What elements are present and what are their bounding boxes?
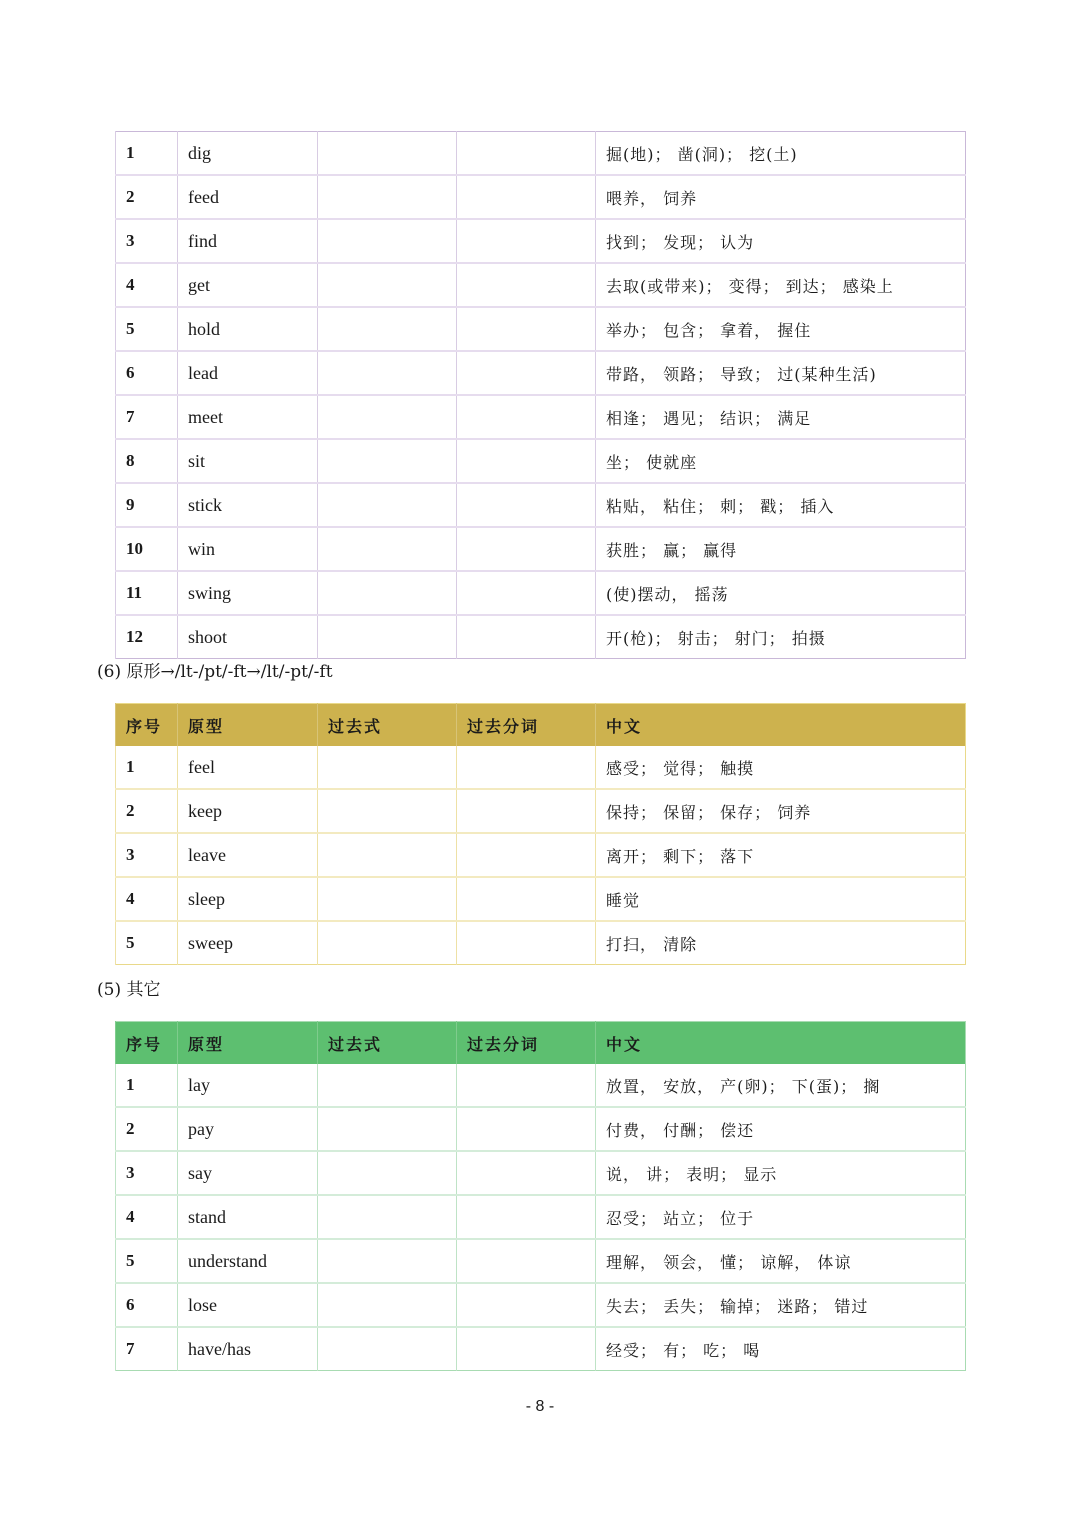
row-number: 3 bbox=[116, 833, 178, 877]
word-base-form: swing bbox=[178, 571, 318, 615]
header-chinese: 中文 bbox=[596, 1022, 966, 1065]
word-past-tense bbox=[318, 833, 457, 877]
table-row bbox=[116, 1327, 966, 1371]
word-base-form: meet bbox=[178, 395, 318, 439]
table-row bbox=[116, 1239, 966, 1283]
word-chinese-meaning: 坐； 使就座 bbox=[596, 439, 966, 483]
word-chinese-meaning: 掘(地)； 凿(洞)； 挖(土) bbox=[596, 132, 966, 176]
table-row bbox=[116, 833, 966, 877]
row-number: 1 bbox=[116, 1064, 178, 1107]
word-past-participle bbox=[457, 219, 596, 263]
word-past-tense bbox=[318, 395, 457, 439]
word-chinese-meaning: 带路， 领路； 导致； 过(某种生活) bbox=[596, 351, 966, 395]
word-past-participle bbox=[457, 527, 596, 571]
table-row bbox=[116, 921, 966, 965]
word-past-participle bbox=[457, 1151, 596, 1195]
word-past-participle bbox=[457, 615, 596, 659]
page-number: - 8 - bbox=[525, 1398, 555, 1415]
word-past-participle bbox=[457, 307, 596, 351]
word-past-tense bbox=[318, 1195, 457, 1239]
word-past-tense bbox=[318, 263, 457, 307]
word-chinese-meaning: 相逢； 遇见； 结识； 满足 bbox=[596, 395, 966, 439]
word-base-form: lead bbox=[178, 351, 318, 395]
word-past-tense bbox=[318, 746, 457, 789]
row-number: 1 bbox=[116, 132, 178, 176]
row-number: 3 bbox=[116, 1151, 178, 1195]
table-row bbox=[116, 263, 966, 307]
word-base-form: win bbox=[178, 527, 318, 571]
word-past-participle bbox=[457, 789, 596, 833]
row-number: 6 bbox=[116, 1283, 178, 1327]
row-number: 12 bbox=[116, 615, 178, 659]
word-past-tense bbox=[318, 307, 457, 351]
table2-body bbox=[116, 746, 966, 965]
table-row bbox=[116, 746, 966, 789]
word-past-tense bbox=[318, 1239, 457, 1283]
word-base-form: lay bbox=[178, 1064, 318, 1107]
word-past-participle bbox=[457, 746, 596, 789]
table-row bbox=[116, 175, 966, 219]
table-row bbox=[116, 1107, 966, 1151]
table-header-row bbox=[116, 704, 966, 747]
word-chinese-meaning: 感受； 觉得； 触摸 bbox=[596, 746, 966, 789]
row-number: 6 bbox=[116, 351, 178, 395]
word-past-participle bbox=[457, 877, 596, 921]
word-past-participle bbox=[457, 132, 596, 176]
word-chinese-meaning: 忍受； 站立； 位于 bbox=[596, 1195, 966, 1239]
header-past-participle: 过去分词 bbox=[457, 1022, 596, 1065]
table-row bbox=[116, 527, 966, 571]
table-row bbox=[116, 132, 966, 176]
word-chinese-meaning: 说， 讲； 表明； 显示 bbox=[596, 1151, 966, 1195]
row-number: 7 bbox=[116, 1327, 178, 1371]
word-base-form: say bbox=[178, 1151, 318, 1195]
row-number: 5 bbox=[116, 1239, 178, 1283]
row-number: 2 bbox=[116, 789, 178, 833]
word-chinese-meaning: 开(枪)； 射击； 射门； 拍摄 bbox=[596, 615, 966, 659]
word-base-form: dig bbox=[178, 132, 318, 176]
word-chinese-meaning: 打扫， 清除 bbox=[596, 921, 966, 965]
vocab-table-3 bbox=[115, 1021, 966, 1371]
word-base-form: have/has bbox=[178, 1327, 318, 1371]
section-5-title: (5) 其它 bbox=[97, 980, 161, 1000]
word-past-tense bbox=[318, 1283, 457, 1327]
table-row bbox=[116, 877, 966, 921]
word-base-form: pay bbox=[178, 1107, 318, 1151]
table-row bbox=[116, 615, 966, 659]
word-past-tense bbox=[318, 219, 457, 263]
word-past-participle bbox=[457, 833, 596, 877]
word-base-form: shoot bbox=[178, 615, 318, 659]
table-row bbox=[116, 1151, 966, 1195]
word-chinese-meaning: 保持； 保留； 保存； 饲养 bbox=[596, 789, 966, 833]
header-chinese: 中文 bbox=[596, 704, 966, 747]
word-past-tense bbox=[318, 877, 457, 921]
row-number: 2 bbox=[116, 1107, 178, 1151]
word-past-participle bbox=[457, 1064, 596, 1107]
word-base-form: leave bbox=[178, 833, 318, 877]
word-past-tense bbox=[318, 483, 457, 527]
header-base-form: 原型 bbox=[178, 704, 318, 747]
word-past-tense bbox=[318, 1151, 457, 1195]
word-chinese-meaning: 离开； 剩下； 落下 bbox=[596, 833, 966, 877]
row-number: 2 bbox=[116, 175, 178, 219]
word-past-tense bbox=[318, 175, 457, 219]
word-past-tense bbox=[318, 132, 457, 176]
word-chinese-meaning: (使)摆动， 摇荡 bbox=[596, 571, 966, 615]
word-chinese-meaning: 放置， 安放， 产(卵)； 下(蛋)； 搁 bbox=[596, 1064, 966, 1107]
word-past-tense bbox=[318, 789, 457, 833]
word-chinese-meaning: 找到； 发现； 认为 bbox=[596, 219, 966, 263]
word-chinese-meaning: 付费， 付酬； 偿还 bbox=[596, 1107, 966, 1151]
header-number: 序号 bbox=[116, 704, 178, 747]
word-past-participle bbox=[457, 1283, 596, 1327]
table1-body bbox=[116, 132, 966, 659]
word-chinese-meaning: 举办； 包含； 拿着， 握住 bbox=[596, 307, 966, 351]
section-6-title: (6) 原形→/lt-/pt/-ft→/lt/-pt/-ft bbox=[97, 662, 333, 682]
table-row bbox=[116, 219, 966, 263]
row-number: 7 bbox=[116, 395, 178, 439]
table-row bbox=[116, 395, 966, 439]
row-number: 9 bbox=[116, 483, 178, 527]
table-row bbox=[116, 483, 966, 527]
table-row bbox=[116, 1064, 966, 1107]
word-base-form: understand bbox=[178, 1239, 318, 1283]
row-number: 4 bbox=[116, 1195, 178, 1239]
word-base-form: feel bbox=[178, 746, 318, 789]
word-chinese-meaning: 经受； 有； 吃； 喝 bbox=[596, 1327, 966, 1371]
header-base-form: 原型 bbox=[178, 1022, 318, 1065]
word-chinese-meaning: 睡觉 bbox=[596, 877, 966, 921]
word-chinese-meaning: 去取(或带来)； 变得； 到达； 感染上 bbox=[596, 263, 966, 307]
word-base-form: sit bbox=[178, 439, 318, 483]
word-past-tense bbox=[318, 615, 457, 659]
row-number: 3 bbox=[116, 219, 178, 263]
word-past-tense bbox=[318, 571, 457, 615]
word-past-participle bbox=[457, 351, 596, 395]
word-past-tense bbox=[318, 439, 457, 483]
table-row bbox=[116, 439, 966, 483]
header-past-tense: 过去式 bbox=[318, 1022, 457, 1065]
word-base-form: keep bbox=[178, 789, 318, 833]
word-base-form: find bbox=[178, 219, 318, 263]
word-chinese-meaning: 粘贴， 粘住； 刺； 戳； 插入 bbox=[596, 483, 966, 527]
table3-body bbox=[116, 1064, 966, 1371]
word-base-form: hold bbox=[178, 307, 318, 351]
table-row bbox=[116, 307, 966, 351]
header-past-participle: 过去分词 bbox=[457, 704, 596, 747]
table-row bbox=[116, 351, 966, 395]
row-number: 8 bbox=[116, 439, 178, 483]
row-number: 5 bbox=[116, 307, 178, 351]
table-row bbox=[116, 1283, 966, 1327]
word-chinese-meaning: 获胜； 赢； 赢得 bbox=[596, 527, 966, 571]
row-number: 10 bbox=[116, 527, 178, 571]
vocab-table-2 bbox=[115, 703, 966, 965]
table-row bbox=[116, 1195, 966, 1239]
row-number: 5 bbox=[116, 921, 178, 965]
word-base-form: lose bbox=[178, 1283, 318, 1327]
word-past-participle bbox=[457, 175, 596, 219]
word-past-tense bbox=[318, 527, 457, 571]
vocab-table-1 bbox=[115, 131, 966, 659]
table-row bbox=[116, 571, 966, 615]
word-past-tense bbox=[318, 921, 457, 965]
word-base-form: feed bbox=[178, 175, 318, 219]
word-past-participle bbox=[457, 263, 596, 307]
word-past-participle bbox=[457, 1327, 596, 1371]
word-past-participle bbox=[457, 483, 596, 527]
word-past-participle bbox=[457, 1107, 596, 1151]
word-base-form: sweep bbox=[178, 921, 318, 965]
word-past-tense bbox=[318, 1064, 457, 1107]
header-number: 序号 bbox=[116, 1022, 178, 1065]
word-chinese-meaning: 理解， 领会， 懂； 谅解， 体谅 bbox=[596, 1239, 966, 1283]
word-past-tense bbox=[318, 1107, 457, 1151]
word-past-tense bbox=[318, 351, 457, 395]
word-base-form: get bbox=[178, 263, 318, 307]
word-base-form: stand bbox=[178, 1195, 318, 1239]
row-number: 1 bbox=[116, 746, 178, 789]
row-number: 4 bbox=[116, 877, 178, 921]
word-base-form: sleep bbox=[178, 877, 318, 921]
table-row bbox=[116, 789, 966, 833]
word-past-participle bbox=[457, 395, 596, 439]
row-number: 11 bbox=[116, 571, 178, 615]
word-base-form: stick bbox=[178, 483, 318, 527]
table-header-row bbox=[116, 1022, 966, 1065]
word-chinese-meaning: 喂养， 饲养 bbox=[596, 175, 966, 219]
word-past-participle bbox=[457, 1195, 596, 1239]
word-past-participle bbox=[457, 1239, 596, 1283]
word-past-participle bbox=[457, 571, 596, 615]
word-past-tense bbox=[318, 1327, 457, 1371]
row-number: 4 bbox=[116, 263, 178, 307]
word-past-participle bbox=[457, 439, 596, 483]
word-chinese-meaning: 失去； 丢失； 输掉； 迷路； 错过 bbox=[596, 1283, 966, 1327]
header-past-tense: 过去式 bbox=[318, 704, 457, 747]
word-past-participle bbox=[457, 921, 596, 965]
